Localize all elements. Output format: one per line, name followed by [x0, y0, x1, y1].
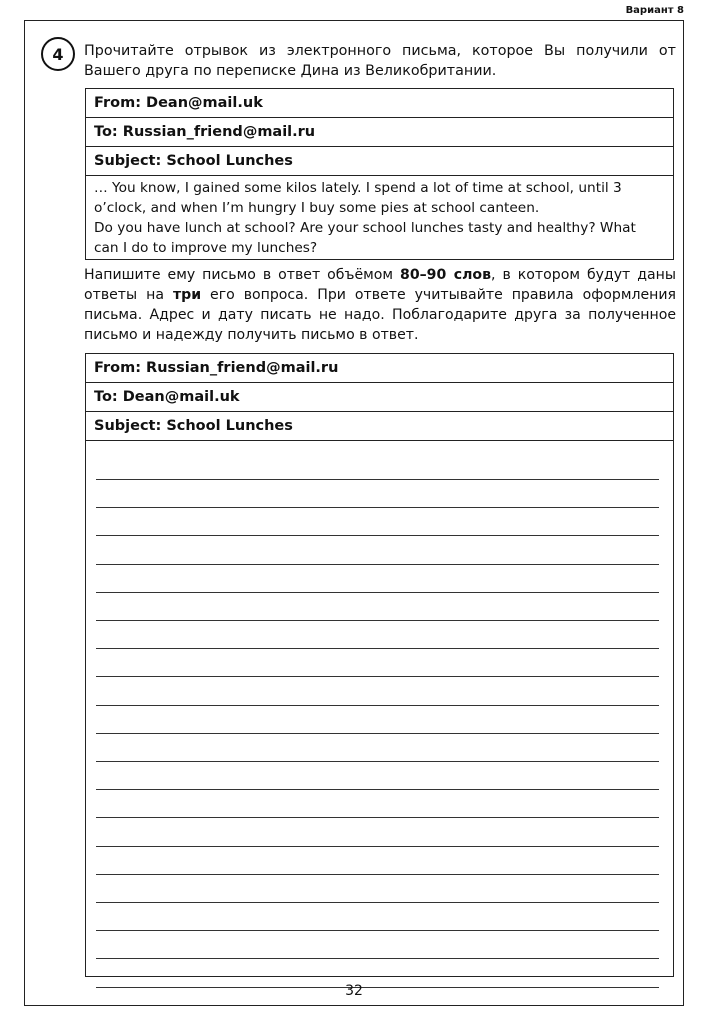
instruction-question-count: три: [172, 287, 202, 303]
received-email-from: From: Dean@mail.uk: [86, 89, 673, 118]
reply-email-from: From: Russian_friend@mail.ru: [86, 354, 673, 383]
answer-line: [96, 789, 659, 790]
answer-line: [96, 620, 659, 621]
answer-area[interactable]: [86, 441, 673, 980]
received-email-body: [86, 176, 673, 258]
received-email-subject: Subject: School Lunches: [86, 147, 673, 176]
answer-line: [96, 902, 659, 903]
received-email-body-paragraph-2: Do you have lunch at school? Are your school lunches tasty and healthy? What can I do to improve my lunches?: [94, 220, 636, 256]
answer-line: [96, 564, 659, 565]
received-email-box: [85, 88, 674, 260]
variant-label: Вариант 8: [625, 5, 684, 16]
task-number: 4: [52, 44, 64, 64]
reply-email-subject: Subject: School Lunches: [86, 412, 673, 441]
answer-line: [96, 592, 659, 593]
page-number: 32: [345, 983, 363, 999]
answer-line: [96, 958, 659, 959]
answer-line: [96, 535, 659, 536]
reply-email-box: [85, 353, 674, 977]
instruction-text-3: его вопроса. При ответе учитывайте правила оформления письма. Адрес и дату писать не надо. Поблагодарите друга за полученное письмо и надежду получить письмо в ответ.: [84, 287, 676, 343]
answer-line: [96, 676, 659, 677]
answer-line: [96, 761, 659, 762]
received-email-to: To: Russian_friend@mail.ru: [86, 118, 673, 147]
answer-line: [96, 733, 659, 734]
answer-line: [96, 930, 659, 931]
instruction-text-2: , в котором будут даны ответы на: [84, 267, 676, 303]
answer-line: [96, 507, 659, 508]
task-number-badge: [41, 37, 75, 71]
reply-email-to: To: Dean@mail.uk: [86, 383, 673, 412]
task-intro: Прочитайте отрывок из электронного письма, которое Вы получили от Вашего друга по переписке Дина из Великобритании.: [84, 43, 676, 79]
answer-line: [96, 874, 659, 875]
answer-line: [96, 479, 659, 480]
answer-line: [96, 648, 659, 649]
answer-line: [96, 846, 659, 847]
task-instruction: [84, 265, 676, 345]
answer-line: [96, 705, 659, 706]
received-email-body-paragraph-1: … You know, I gained some kilos lately. I spend a lot of time at school, until 3 o’clock, and when I’m hungry I buy some pies at school canteen.: [94, 180, 622, 216]
instruction-text-1: Напишите ему письмо в ответ объёмом: [84, 267, 401, 283]
answer-line: [96, 817, 659, 818]
instruction-word-count: 80–90 слов: [400, 267, 491, 283]
